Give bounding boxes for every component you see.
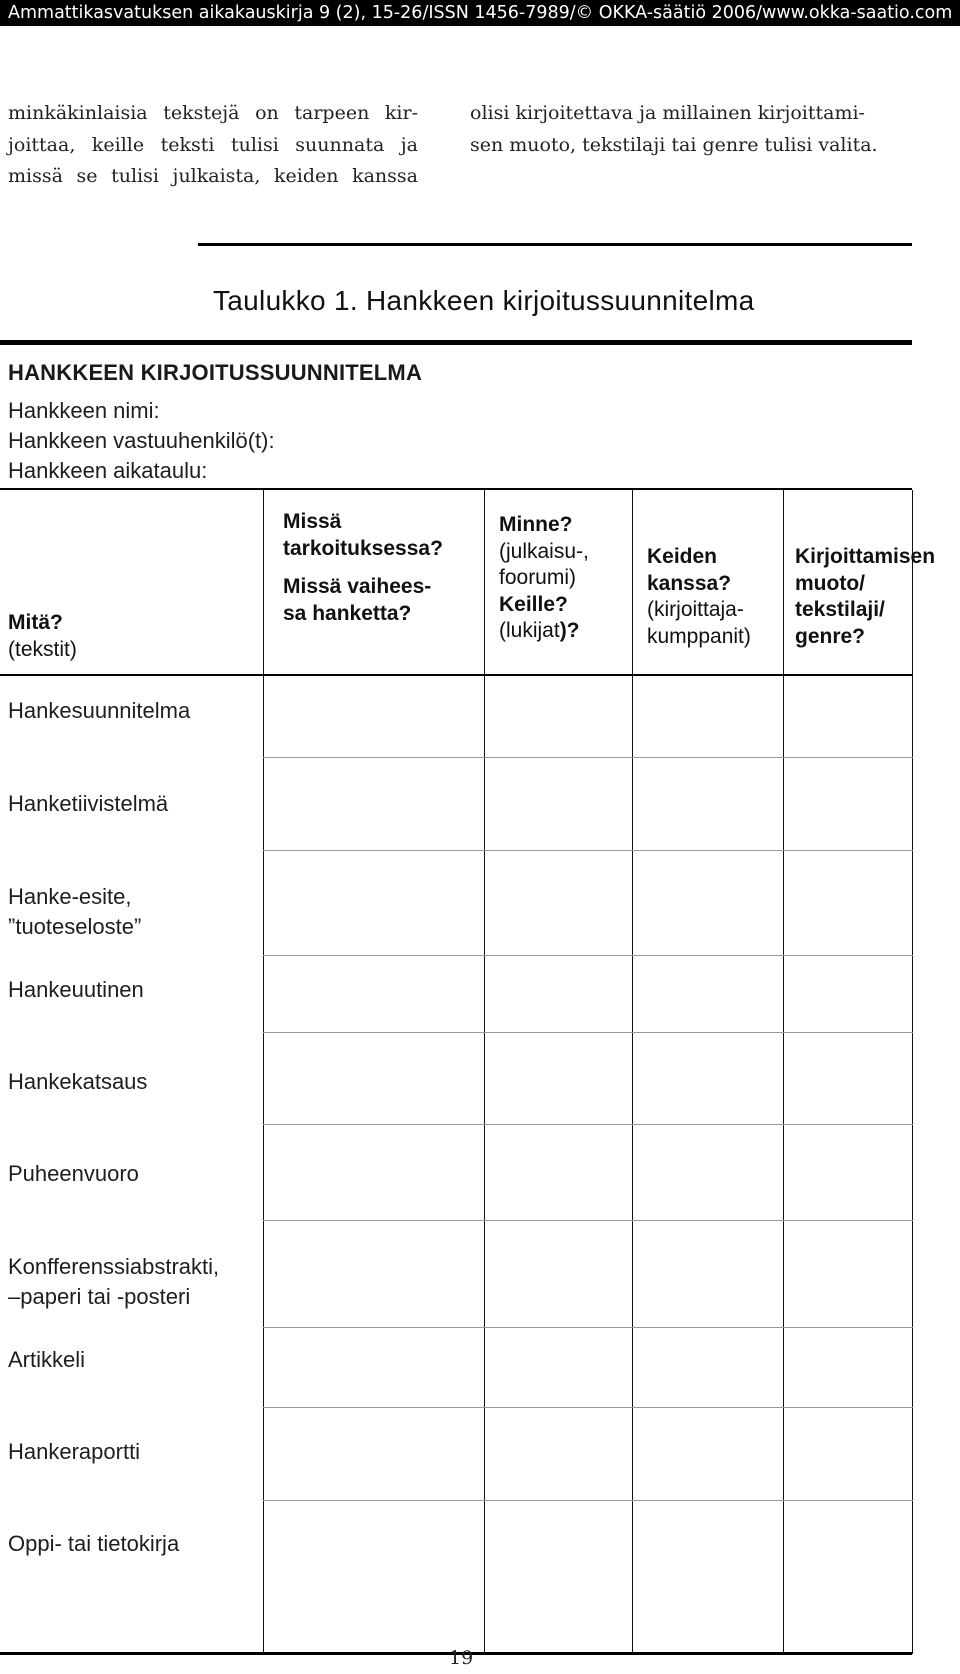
table-row-label bbox=[8, 789, 168, 819]
row-divider bbox=[263, 757, 913, 758]
row-label-line: Hanketiivistelmä bbox=[8, 791, 169, 816]
form-bottom-rule bbox=[0, 488, 912, 490]
row-label-line: Hankeuutinen bbox=[8, 977, 144, 1002]
column-header-bold: Missä bbox=[283, 510, 342, 533]
caption-top-rule bbox=[198, 243, 912, 246]
table-row-label bbox=[8, 975, 144, 1005]
table-caption: Taulukko 1. Hankkeen kirjoitussuunnitelma bbox=[213, 285, 755, 316]
grid-vline-2 bbox=[484, 490, 485, 1654]
table-row-label bbox=[8, 1067, 147, 1097]
column-header-where-purpose bbox=[283, 509, 443, 627]
column-header-bold: Kirjoittamisen bbox=[795, 545, 936, 568]
column-header-bold: )? bbox=[559, 619, 580, 642]
column-header-note: (lukijat bbox=[499, 619, 560, 642]
row-divider bbox=[263, 955, 913, 956]
header-bottom-rule bbox=[0, 674, 912, 676]
table-row-label bbox=[8, 1529, 179, 1559]
form-heading: HANKKEEN KIRJOITUSSUUNNITELMA bbox=[8, 360, 423, 385]
row-divider bbox=[263, 1124, 913, 1125]
column-header-note: (kirjoittaja- bbox=[647, 598, 744, 621]
row-label-line: Konfferenssiabstrakti, bbox=[8, 1254, 220, 1279]
table-row-label bbox=[8, 1252, 219, 1312]
row-label-line: Artikkeli bbox=[8, 1347, 86, 1372]
grid-vline-3 bbox=[632, 490, 633, 1654]
column-header-what bbox=[8, 610, 77, 663]
column-header-bold: Keille? bbox=[499, 592, 568, 616]
row-label-line: Oppi- tai tietokirja bbox=[8, 1531, 180, 1556]
column-header-bold: tekstilaji/ bbox=[795, 598, 885, 621]
running-head: Ammattikasvatuksen aikakauskirja 9 (2), 15-26/ISSN 1456-7989/© OKKA-säätiö 2006/www.okka-saatio.com bbox=[0, 0, 960, 26]
body-text-left-column bbox=[8, 98, 418, 193]
row-label-line: Hanke-esite, bbox=[8, 884, 132, 909]
row-label-line: Hankesuunnitelma bbox=[8, 698, 191, 723]
form-field-schedule: Hankkeen aikataulu: bbox=[8, 458, 208, 483]
table-row-label bbox=[8, 696, 190, 726]
body-text-right-column bbox=[470, 98, 890, 161]
column-header-bold: tarkoituksessa? bbox=[283, 536, 443, 560]
body-line: joittaa, keille teksti tulisi suunnata ja bbox=[8, 133, 418, 156]
table-top-rule bbox=[0, 340, 912, 345]
table-row-label bbox=[8, 1437, 140, 1467]
body-line: olisi kirjoitettava ja millainen kirjoittami- bbox=[470, 102, 865, 124]
column-header-bold: genre? bbox=[795, 624, 866, 648]
grid-vline-4 bbox=[783, 490, 784, 1654]
form-field-project-name: Hankkeen nimi: bbox=[8, 398, 160, 423]
row-label-line: –paperi tai -posteri bbox=[8, 1284, 191, 1309]
column-header-bold: Keiden bbox=[647, 545, 718, 568]
row-divider bbox=[263, 1220, 913, 1221]
body-line: minkäkinlaisia tekstejä on tarpeen kir- bbox=[8, 102, 418, 124]
form-field-responsible: Hankkeen vastuuhenkilö(t): bbox=[8, 428, 275, 453]
grid-vline-5 bbox=[912, 490, 913, 1654]
column-header-bold: Mitä? bbox=[8, 611, 63, 634]
column-header-bold: kanssa? bbox=[647, 571, 732, 595]
page-number: 19 bbox=[449, 1647, 474, 1669]
column-header-bold: Minne? bbox=[499, 513, 573, 536]
row-divider bbox=[263, 850, 913, 851]
row-divider bbox=[263, 1032, 913, 1033]
column-header-form-genre bbox=[795, 544, 935, 650]
column-header-bold: Missä vaihees- bbox=[283, 575, 432, 598]
grid-vline-1 bbox=[263, 490, 264, 1654]
table-row-label bbox=[8, 882, 141, 942]
row-label-line: ”tuoteseloste” bbox=[8, 914, 142, 939]
column-header-note: (julkaisu-, bbox=[499, 539, 589, 563]
column-header-where-to bbox=[499, 512, 589, 645]
row-divider bbox=[263, 1500, 913, 1501]
row-divider bbox=[263, 1327, 913, 1328]
table-row-label bbox=[8, 1345, 85, 1375]
row-label-line: Hankekatsaus bbox=[8, 1069, 148, 1094]
column-header-note: foorumi) bbox=[499, 566, 577, 589]
body-line: missä se tulisi julkaista, keiden kanssa bbox=[8, 165, 418, 187]
column-header-bold: muoto/ bbox=[795, 571, 865, 595]
column-header-note-line bbox=[499, 618, 589, 645]
column-header-note: kumppanit) bbox=[647, 624, 751, 648]
column-header-with-whom bbox=[647, 544, 751, 650]
row-label-line: Puheenvuoro bbox=[8, 1161, 139, 1186]
row-label-line: Hankeraportti bbox=[8, 1439, 141, 1464]
table-row-label bbox=[8, 1159, 139, 1189]
column-header-note: (tekstit) bbox=[8, 637, 77, 661]
body-line: sen muoto, tekstilaji tai genre tulisi valita. bbox=[470, 133, 878, 156]
column-header-bold: sa hanketta? bbox=[283, 601, 412, 625]
row-divider bbox=[263, 1407, 913, 1408]
